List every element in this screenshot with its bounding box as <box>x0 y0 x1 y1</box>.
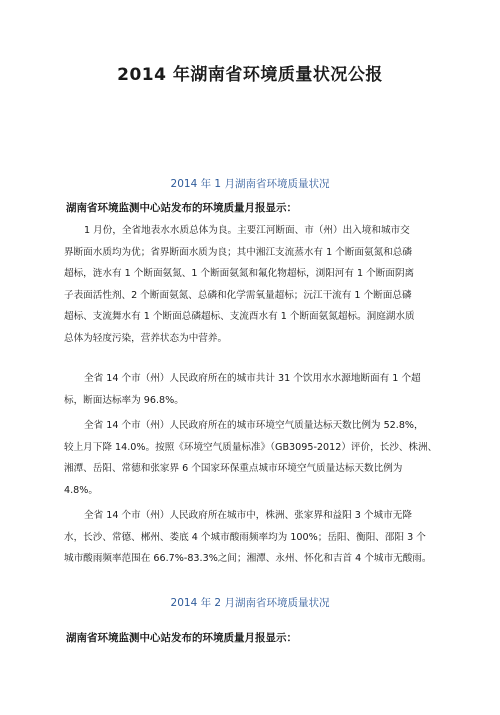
document-title: 2014 年湖南省环境质量状况公报 <box>117 65 383 85</box>
section-intro-january: 湖南省环境监测中心站发布的环境质量月报显示： <box>66 202 297 214</box>
text-line: 1 月份，全省地表水水质总体为良。主要江河断面、市（州）出入境和城市交 <box>84 225 410 236</box>
text-line: 总体为轻度污染，营养状态为中营养。 <box>64 332 228 344</box>
text-line: 城市酸雨频率范围在 66.7%-83.3%之间；湘潭、永州、怀化和吉首 4 个城市无酸雨。 <box>64 553 432 564</box>
text-line: 水，长沙、常德、郴州、娄底 4 个城市酸雨频率均为 100%；岳阳、衡阳、邵阳 3 个 <box>64 531 426 543</box>
paragraph-drinking-water <box>64 368 438 411</box>
text-line: 标，断面达标率为 96.8%。 <box>64 394 184 406</box>
paragraph-acid-rain <box>64 505 438 570</box>
text-line: 全省 14 个市（州）人民政府所在城市中，株洲、张家界和益阳 3 个城市无降 <box>84 510 412 521</box>
text-line: 界断面水质均为优；省界断面水质为良；其中湘江支流蒸水有 1 个断面氨氮和总磷 <box>64 246 412 258</box>
text-line: 湘潭、岳阳、常德和张家界 6 个国家环保重点城市环境空气质量达标天数比例为 <box>64 463 403 474</box>
text-line: 4.8%。 <box>64 484 98 496</box>
section-heading-february: 2014 年 2 月湖南省环境质量状况 <box>170 597 330 609</box>
section-heading-january: 2014 年 1 月湖南省环境质量状况 <box>170 178 330 190</box>
paragraph-air-quality <box>64 415 438 501</box>
section-intro-february: 湖南省环境监测中心站发布的环境质量月报显示： <box>66 632 297 644</box>
text-line: 子表面活性剂、2 个断面氨氮、总磷和化学需氧量超标；沅江干流有 1 个断面总磷 <box>64 289 412 301</box>
text-line: 全省 14 个市（州）人民政府所在的城市环境空气质量达标天数比例为 52.8%， <box>84 420 424 431</box>
text-line: 较上月下降 14.0%。按照《环境空气质量标准》（GB3095-2012）评价，长沙、株洲、 <box>64 441 438 453</box>
text-line: 全省 14 个市（州）人民政府所在的城市共计 31 个饮用水水源地断面有 1 个超 <box>84 373 421 384</box>
text-line: 超标，涟水有 1 个断面氨氮、1 个断面氨氮和氟化物超标，浏阳河有 1 个断面阴离 <box>64 268 415 279</box>
paragraph-surface-water <box>64 220 438 349</box>
text-line: 超标、支流舞水有 1 个断面总磷超标、支流酉水有 1 个断面氨氮超标。洞庭湖水质 <box>64 311 415 322</box>
